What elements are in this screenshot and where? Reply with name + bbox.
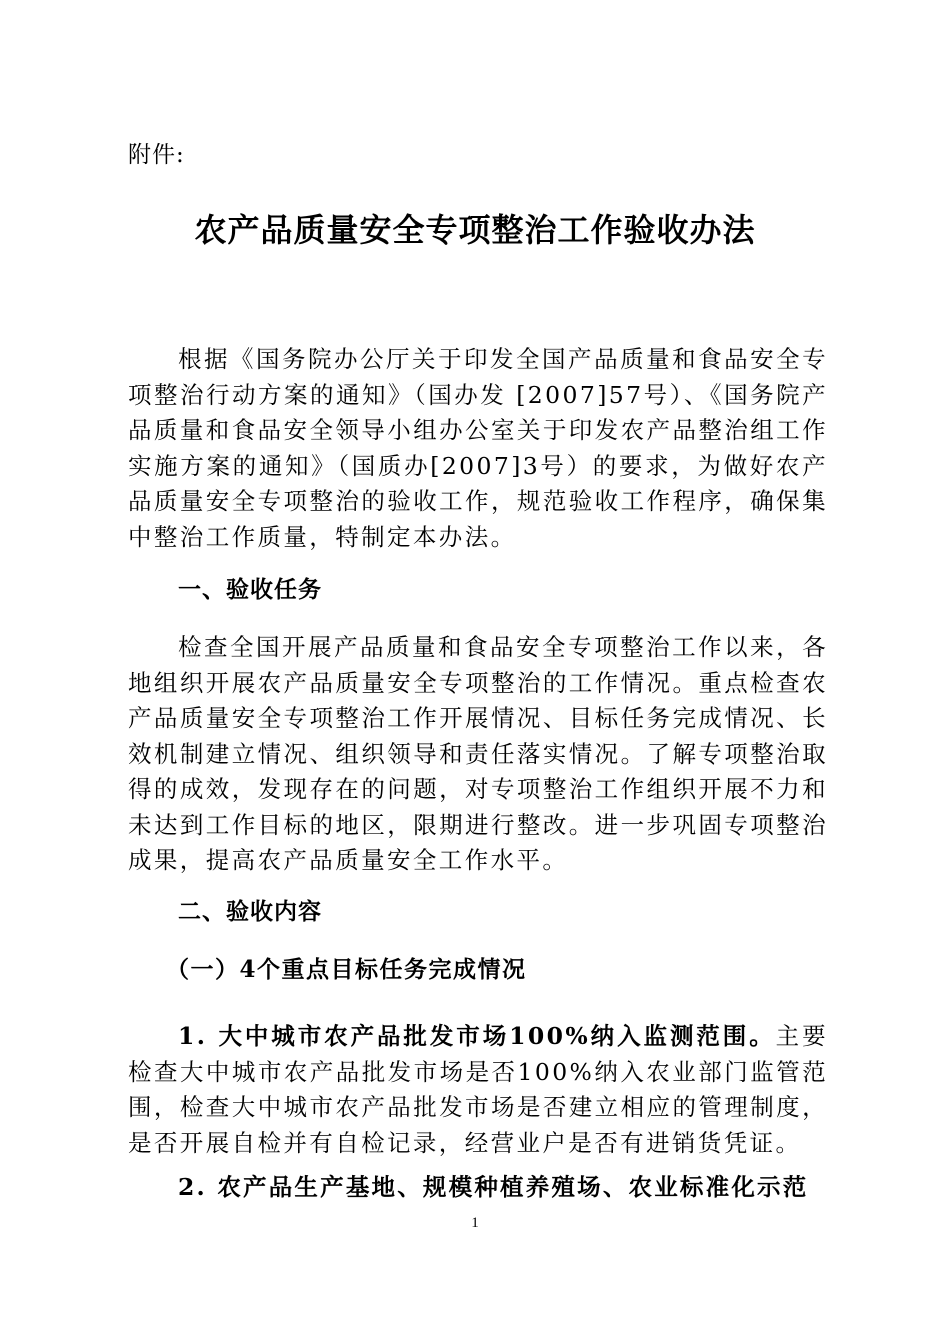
section-heading-acceptance-content: 二、验收内容 — [178, 899, 322, 925]
attachment-label: 附件: — [128, 142, 185, 168]
item-1-paragraph — [128, 1019, 828, 1161]
page-number: 1 — [471, 1215, 479, 1231]
acceptance-tasks-paragraph: 检查全国开展产品质量和食品安全专项整治工作以来，各地组织开展农产品质量安全专项整治的工作情况。重点检查农产品质量安全专项整治工作开展情况、目标任务完成情况、长效机制建立情况、组织领导和责任落实情况。了解专项整治取得的成效，发现存在的问题，对专项整治工作组织开展不力和未达到工作目标的地区，限期进行整改。进一步巩固专项整治成果，提高农产品质量安全工作水平。 — [128, 633, 828, 874]
intro-paragraph: 根据《国务院办公厅关于印发全国产品质量和食品安全专项整治行动方案的通知》（国办发 [2007]57号）、《国务院产品质量和食品安全领导小组办公室关于印发农产品整治组工作实施方案的通知》（国质办[2007]3号）的要求，为做好农产品质量安全专项整治的验收工作，规范验收工作程序，确保集中整治工作质量，特制定本办法。 — [128, 345, 828, 551]
subheading-key-targets: （一）4个重点目标任务完成情况 — [166, 956, 527, 983]
document-title: 农产品质量安全专项整治工作验收办法 — [194, 211, 756, 249]
item-1-body: 主要检查大中城市农产品批发市场是否100%纳入农业部门监管范围，检查大中城市农产品批发市场是否建立相应的管理制度，是否开展自检并有自检记录，经营业户是否有进销货凭证。 — [128, 1022, 828, 1157]
section-heading-acceptance-tasks: 一、验收任务 — [178, 577, 322, 603]
item-1-lead: 1. 大中城市农产品批发市场100%纳入监测范围。 — [178, 1022, 776, 1050]
item-2-lead: 2. 农产品生产基地、规模种植养殖场、农业标准化示范 — [178, 1173, 809, 1201]
